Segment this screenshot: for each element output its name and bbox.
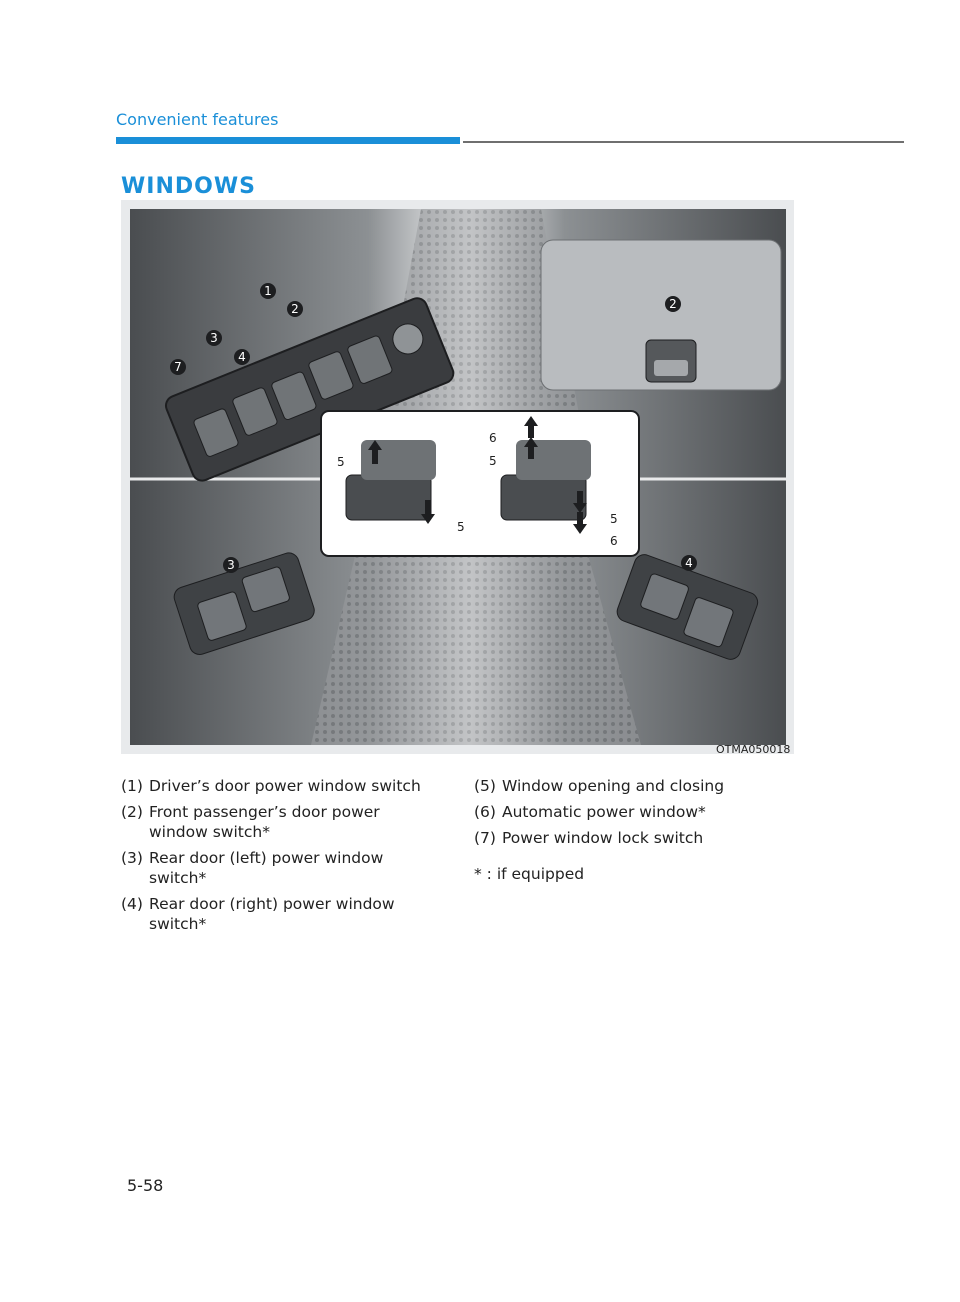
list-item: (7) Power window lock switch xyxy=(474,829,704,847)
list-item: (2) Front passenger’s door power window switch* xyxy=(121,803,380,841)
callout-number: 2 xyxy=(669,297,677,311)
section-title: Convenient features xyxy=(116,110,279,129)
parts-list-left xyxy=(121,776,441,940)
inset-label: 5 xyxy=(610,512,618,526)
list-item: (1) Driver’s door power window switch xyxy=(121,777,421,795)
page-number: 5-58 xyxy=(127,1176,164,1195)
callout-number: 3 xyxy=(227,558,235,572)
page-heading: WINDOWS xyxy=(121,174,256,199)
header-rule xyxy=(463,141,904,143)
footnote: * : if equipped xyxy=(474,865,585,883)
inset-label: 6 xyxy=(610,534,618,548)
inset-label: 6 xyxy=(489,431,497,445)
callout-number: 4 xyxy=(238,350,246,364)
window-switch-illustration xyxy=(121,200,794,754)
inset-label: 5 xyxy=(457,520,465,534)
callout-number: 2 xyxy=(291,302,299,316)
list-item: (6) Automatic power window* xyxy=(474,803,706,821)
list-item: (4) Rear door (right) power window switch* xyxy=(121,895,395,933)
inset-label: 5 xyxy=(337,455,345,469)
callout-number: 3 xyxy=(210,331,218,345)
figure-code: OTMA050018 xyxy=(716,743,791,754)
header-rule-accent xyxy=(116,137,460,144)
list-item: (3) Rear door (left) power window switch* xyxy=(121,849,384,887)
callout-number: 7 xyxy=(174,360,182,374)
inset-label: 5 xyxy=(489,454,497,468)
callout-number: 1 xyxy=(264,284,272,298)
list-item: (5) Window opening and closing xyxy=(474,777,725,795)
callout-number: 4 xyxy=(685,556,693,570)
parts-list-right xyxy=(474,776,794,854)
